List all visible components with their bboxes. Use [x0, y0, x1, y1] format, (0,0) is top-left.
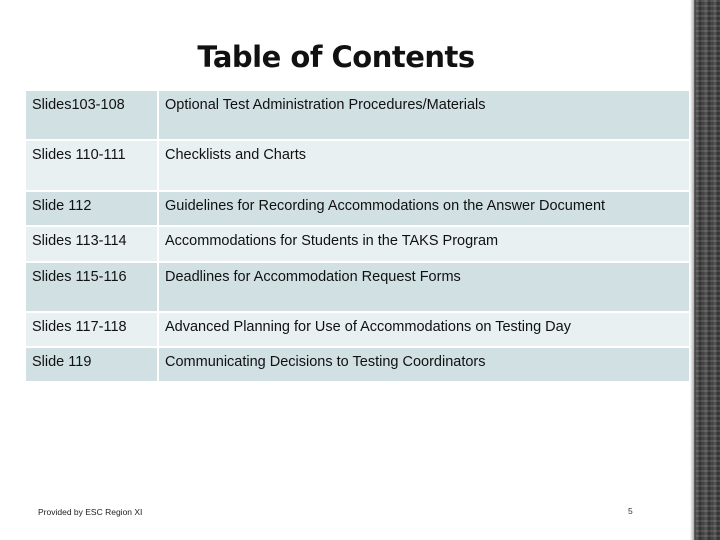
slide-range: Slide 119 — [32, 354, 92, 370]
topic-title: Advanced Planning for Use of Accommodations on Testing Day — [165, 319, 571, 335]
table-row — [25, 262, 690, 312]
table-of-contents — [24, 89, 691, 383]
slide-range-cell — [25, 226, 158, 262]
slide-range: Slides 117-118 — [32, 319, 127, 335]
topic-title: Communicating Decisions to Testing Coordinators — [165, 354, 486, 370]
topic-title: Guidelines for Recording Accommodations on the Answer Document — [165, 198, 606, 214]
slide-range-cell — [25, 191, 158, 226]
topic-title: Deadlines for Accommodation Request Forms — [165, 269, 461, 285]
topic-cell — [158, 191, 690, 226]
table-row — [25, 347, 690, 382]
decorative-edge-texture — [694, 0, 720, 540]
slide-range-cell — [25, 140, 158, 191]
topic-cell — [158, 226, 690, 262]
topic-title: Checklists and Charts — [165, 147, 307, 163]
topic-title: Optional Test Administration Procedures/Materials — [165, 97, 486, 113]
slide-range: Slide 112 — [32, 198, 92, 214]
slide-range-cell — [25, 90, 158, 140]
topic-cell — [158, 347, 690, 382]
slide-range-cell — [25, 347, 158, 382]
table-row — [25, 312, 690, 347]
slide-range-cell — [25, 262, 158, 312]
table-row — [25, 191, 690, 226]
slide-range-cell — [25, 312, 158, 347]
topic-cell — [158, 140, 690, 191]
topic-title: Accommodations for Students in the TAKS Program — [165, 233, 499, 249]
topic-cell — [158, 262, 690, 312]
slide-range: Slides 113-114 — [32, 233, 127, 249]
page-title: Table of Contents — [197, 40, 475, 74]
page-number: 5 — [628, 506, 633, 516]
table-row — [25, 226, 690, 262]
topic-cell — [158, 312, 690, 347]
topic-cell — [158, 90, 690, 140]
slide-range: Slides103-108 — [32, 97, 125, 113]
table-row — [25, 90, 690, 140]
slide-range: Slides 115-116 — [32, 269, 127, 285]
slide-range: Slides 110-111 — [32, 147, 126, 163]
footer-credit: Provided by ESC Region XI — [38, 507, 143, 517]
table-row — [25, 140, 690, 191]
